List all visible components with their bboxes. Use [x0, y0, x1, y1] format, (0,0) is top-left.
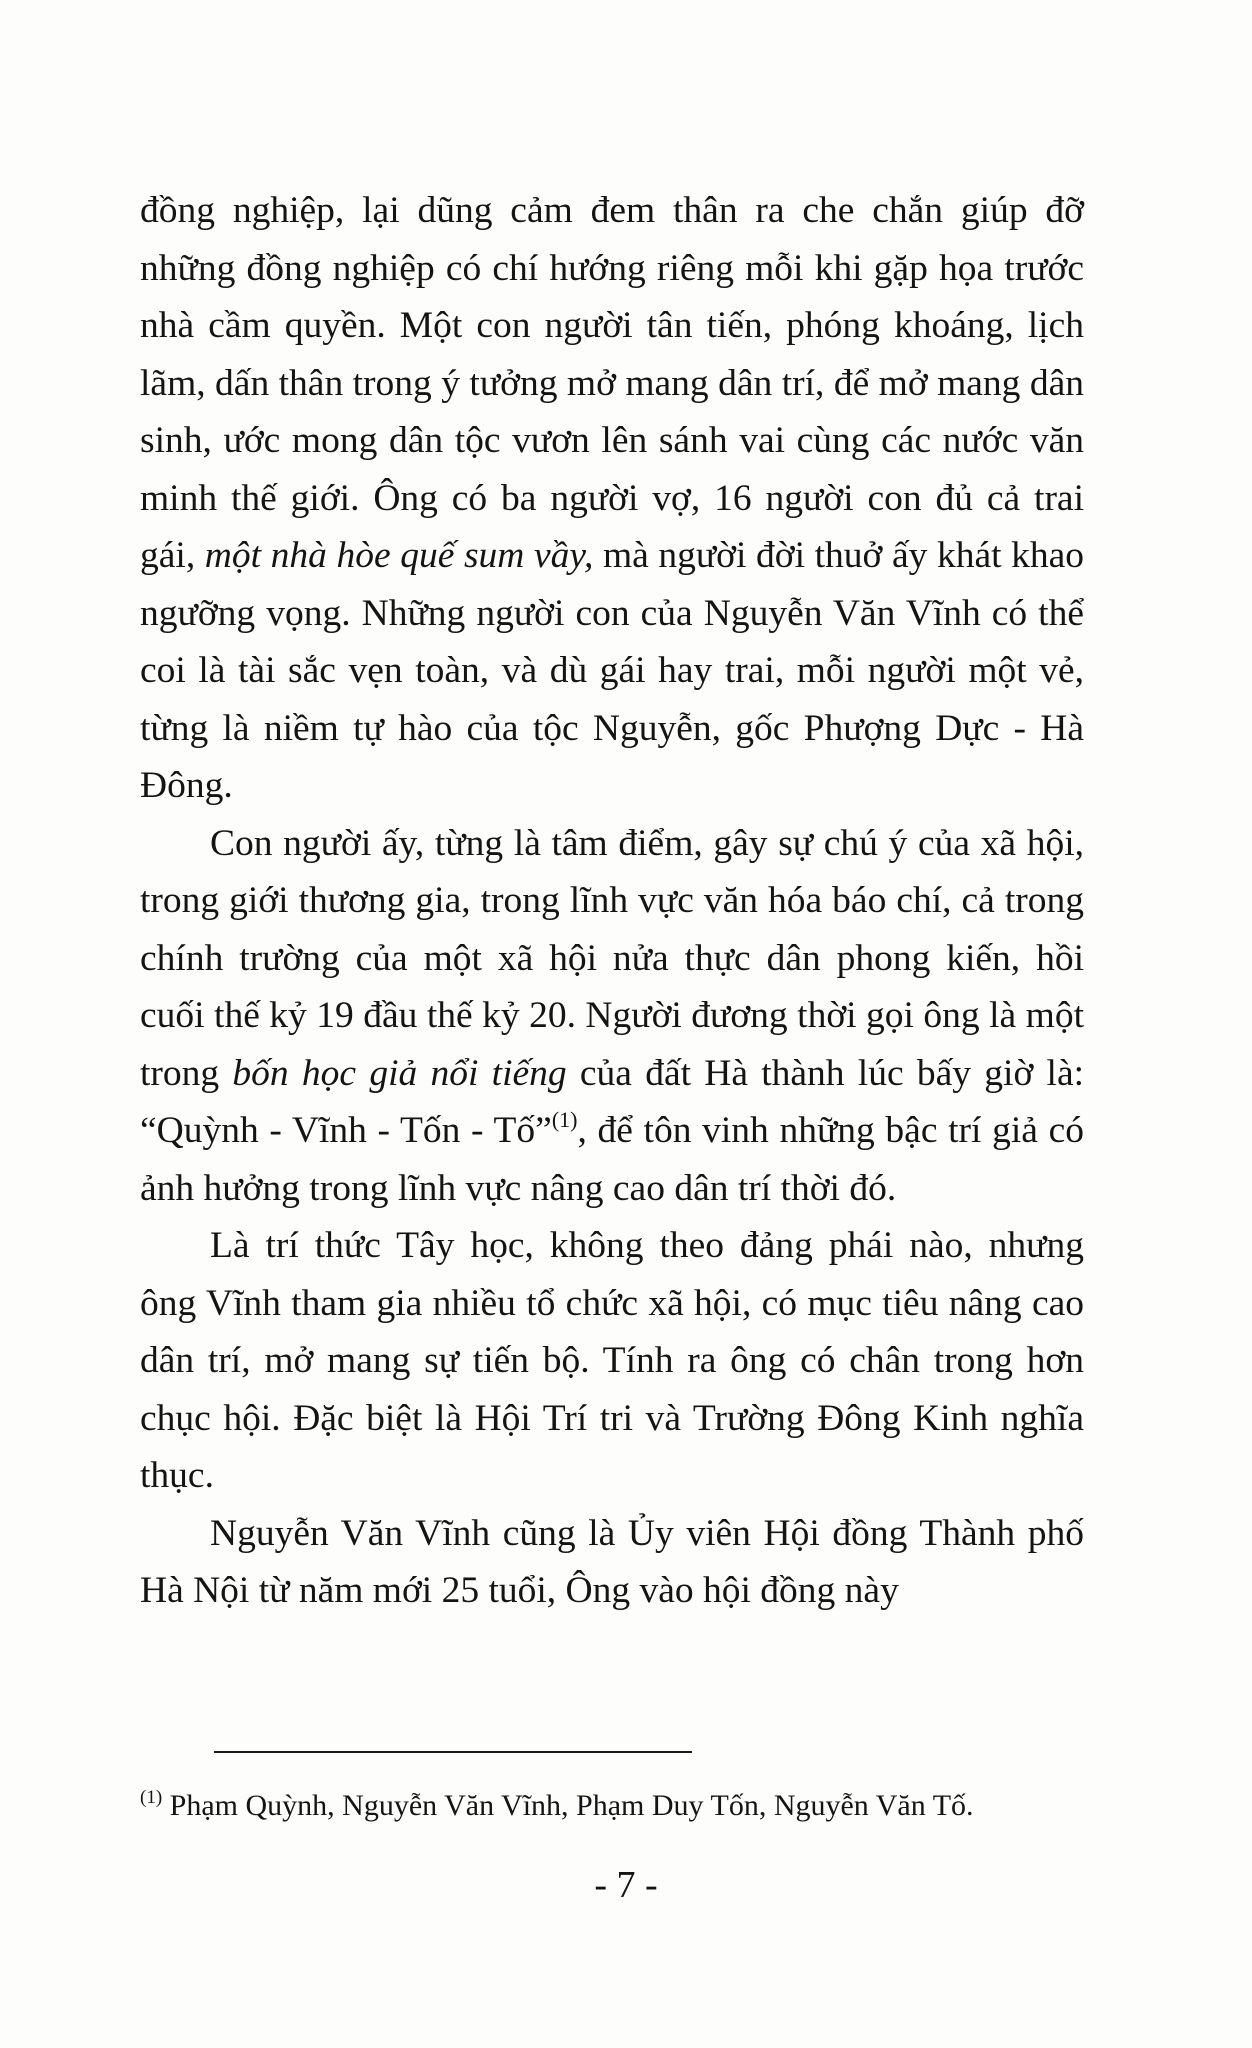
paragraph-4: Nguyễn Văn Vĩnh cũng là Ủy viên Hội đồng Thành phố Hà Nội từ năm mới 25 tuổi, Ông vào hội đồng này: [140, 1512, 1084, 1611]
footnote-marker: (1): [140, 1787, 163, 1808]
paragraph-2: [140, 815, 1084, 1218]
paragraph-2-text-b: của đất Hà thành lúc bấy giờ là: “Quỳnh - Vĩnh - Tốn - Tố”: [140, 1052, 1085, 1151]
paragraph-1-text-a: đồng nghiệp, lại dũng cảm đem thân ra che chắn giúp đỡ những đồng nghiệp có chí hướng riêng mỗi khi gặp họa trước nhà cầm quyền. Một con người tân tiến, phóng khoáng, lịch lãm, dấn thân trong ý tưởng mở mang dân trí, để mở mang dân sinh, ước mong dân tộc vươn lên sánh vai cùng các nước văn minh thế giới. Ông có ba người vợ, 16 người con đủ cả trai gái,: [140, 190, 1084, 576]
footnote-divider: [214, 1751, 692, 1753]
paragraph-2-text-c: , để tôn vinh những bậc trí giả có ảnh hưởng trong lĩnh vực nâng cao dân trí thời đó.: [140, 1110, 1084, 1209]
paragraph-2-text-a: Con người ấy, từng là tâm điểm, gây sự chú ý của xã hội, trong giới thương gia, trong lĩnh vực văn hóa báo chí, cả trong chính trường của một xã hội nửa thực dân phong kiến, hồi cuối thế kỷ 19 đầu thế kỷ 20. Người đương thời gọi ông là một trong: [140, 822, 1084, 1094]
page-number: - 7 -: [594, 1864, 658, 1906]
body-text: [140, 182, 1084, 1620]
italic-phrase-hoe-que: một nhà hòe quế sum vầy,: [204, 535, 594, 576]
italic-phrase-bon-hoc-gia: bốn học giả nổi tiếng: [232, 1052, 567, 1094]
footnote: [140, 1786, 1084, 1826]
paragraph-1-text-b: mà người đời thuở ấy khát khao ngưỡng vọng. Những người con của Nguyễn Văn Vĩnh có thể coi là tài sắc vẹn toàn, và dù gái hay trai, mỗi người một vẻ, từng là niềm tự hào của tộc Nguyễn, gốc Phượng Dực - Hà Đông.: [140, 535, 1084, 806]
footnote-text: Phạm Quỳnh, Nguyễn Văn Vĩnh, Phạm Duy Tốn, Nguyễn Văn Tố.: [162, 1789, 974, 1822]
footnote-reference: (1): [551, 1107, 578, 1132]
paragraph-1: [140, 182, 1084, 815]
paragraph-3: Là trí thức Tây học, không theo đảng phái nào, nhưng ông Vĩnh tham gia nhiều tổ chức xã hội, có mục tiêu nâng cao dân trí, mở mang sự tiến bộ. Tính ra ông có chân trong hơn chục hội. Đặc biệt là Hội Trí tri và Trường Đông Kinh nghĩa thục.: [140, 1225, 1084, 1496]
